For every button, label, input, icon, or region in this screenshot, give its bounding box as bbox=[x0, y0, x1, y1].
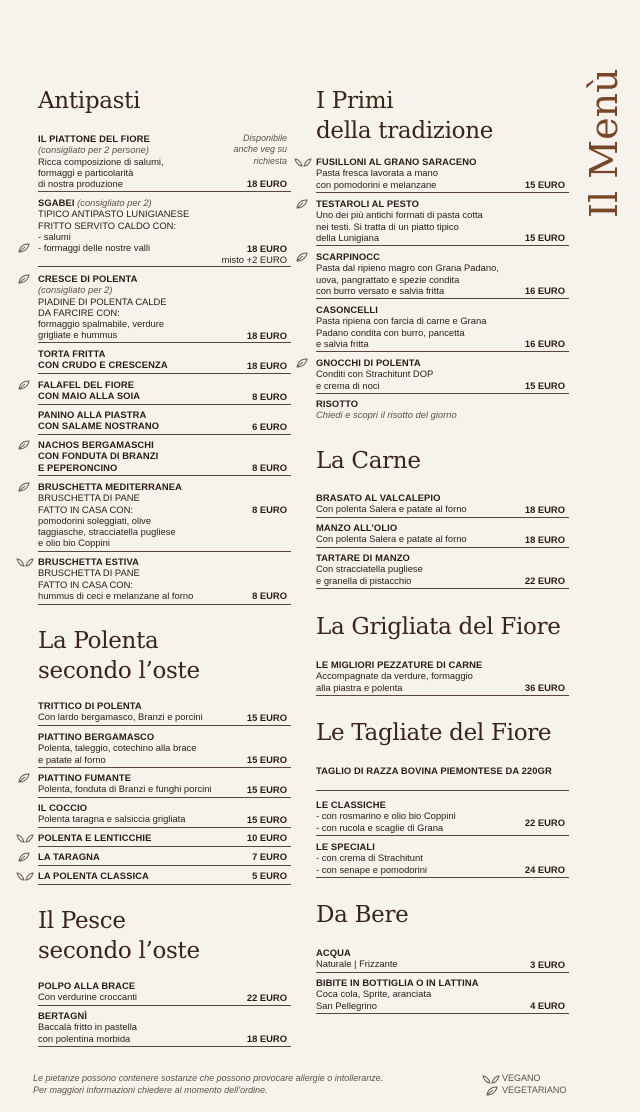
item-price: 36 EURO bbox=[524, 682, 565, 693]
item-name: SGABEI bbox=[38, 197, 75, 208]
menu-item-trittico bbox=[38, 700, 291, 726]
footer-line: Le pietanze possono contenere sostanze che possono provocare allergie o intolleranze. bbox=[33, 1073, 384, 1083]
item-desc: con polentina morbida bbox=[38, 1032, 131, 1044]
item-name: BERTAGNÌ bbox=[38, 1010, 88, 1021]
menu-item-acqua bbox=[316, 947, 569, 973]
menu-item-fusilloni bbox=[316, 156, 569, 193]
vegan-leaves-icon bbox=[16, 871, 32, 881]
item-desc: Con lardo bergamasco, Branzi e porcini bbox=[38, 711, 203, 723]
item-name: NACHOS BERGAMASCHI bbox=[38, 439, 154, 450]
item-price: 18 EURO bbox=[524, 504, 565, 515]
item-price: 8 EURO bbox=[252, 504, 287, 515]
item-desc: PIADINE DI POLENTA CALDE bbox=[38, 295, 167, 307]
menu-item-piattino-bergamasco bbox=[38, 731, 291, 768]
item-name: MANZO ALL’OLIO bbox=[316, 522, 398, 533]
item-name: CON CRUDO E CRESCENZA bbox=[38, 359, 168, 371]
item-name: IL COCCIO bbox=[38, 802, 88, 813]
menu-item-bruschetta-estiva bbox=[38, 556, 291, 605]
item-price: 18 EURO bbox=[246, 178, 287, 189]
legend-vegan-label: VEGANO bbox=[502, 1073, 541, 1083]
item-price: 16 EURO bbox=[524, 338, 565, 349]
item-desc: alla piastra e polenta bbox=[316, 681, 403, 693]
menu-item-polpo bbox=[38, 980, 291, 1006]
item-desc: - formaggi delle nostre valli bbox=[38, 242, 151, 254]
item-name: CRESCE DI POLENTA bbox=[38, 273, 138, 284]
item-desc: Con verdurine croccanti bbox=[38, 991, 138, 1003]
item-desc: della Lunigiana bbox=[316, 231, 380, 243]
item-name: PANINO ALLA PIASTRA bbox=[38, 409, 147, 420]
section-title-primi: I Primi della tradizione bbox=[316, 88, 494, 144]
item-desc: di nostra produzione bbox=[38, 178, 123, 190]
item-price: 15 EURO bbox=[524, 179, 565, 190]
item-desc: taggiasche, stracciatella pugliese bbox=[38, 526, 176, 538]
item-note: (consigliato per 2) bbox=[38, 284, 113, 296]
item-name: TARTARE DI MANZO bbox=[316, 552, 410, 563]
item-desc: Pasta fresca lavorata a mano bbox=[316, 167, 438, 179]
item-price: 18 EURO bbox=[246, 360, 287, 371]
item-name: BRUSCHETTA MEDITERRANEA bbox=[38, 481, 182, 492]
section-title-antipasti: Antipasti bbox=[38, 88, 141, 114]
allergy-footer bbox=[33, 1073, 383, 1096]
item-name: LE SPECIALI bbox=[316, 841, 375, 852]
item-price: 22 EURO bbox=[246, 992, 287, 1003]
menu-item-nachos bbox=[38, 439, 291, 476]
section-title-tagliate: Le Tagliate del Fiore bbox=[316, 720, 552, 746]
menu-item-risotto bbox=[316, 398, 569, 424]
item-desc: - con senape e pomodorini bbox=[316, 863, 428, 875]
item-name: PIATTINO BERGAMASCO bbox=[38, 731, 155, 742]
item-price: 18 EURO bbox=[524, 534, 565, 545]
item-desc: Pasta ripiena con farcia di carne e Grana bbox=[316, 315, 487, 327]
item-desc: Ricca composizione di salumi, bbox=[38, 155, 164, 167]
menu-item-tartare bbox=[316, 552, 569, 589]
menu-item-bruschetta-mediterranea bbox=[38, 481, 291, 552]
item-desc: hummus di ceci e melanzane al forno bbox=[38, 589, 194, 601]
menu-item-speciali bbox=[316, 841, 569, 878]
menu-item-piattone bbox=[38, 133, 291, 192]
veg-availability-note: Disponibile anche veg su richiesta bbox=[233, 133, 287, 166]
item-desc: Coca cola, Sprite, aranciata bbox=[316, 988, 432, 1000]
vegetarian-leaf-icon bbox=[296, 252, 312, 262]
item-desc: - salumi bbox=[38, 230, 71, 242]
item-price: 15 EURO bbox=[524, 232, 565, 243]
item-name: CON MAIO ALLA SOIA bbox=[38, 390, 141, 402]
item-name: TESTAROLI AL PESTO bbox=[316, 198, 420, 209]
vegetarian-leaf-icon bbox=[296, 199, 312, 209]
item-price: 8 EURO bbox=[252, 462, 287, 473]
section-title-pesce: Il Pesce secondo l’oste bbox=[38, 908, 200, 964]
menu-item-taragna bbox=[38, 851, 291, 866]
item-extra-price: misto +2 EURO bbox=[221, 254, 287, 265]
item-desc: con burro versato e salvia fritta bbox=[316, 284, 445, 296]
menu-item-classiche bbox=[316, 799, 569, 836]
item-price: 15 EURO bbox=[246, 814, 287, 825]
item-price: 22 EURO bbox=[524, 575, 565, 586]
item-price: 24 EURO bbox=[524, 864, 565, 875]
item-desc: TIPICO ANTIPASTO LUNIGIANESE bbox=[38, 208, 190, 220]
item-price: 15 EURO bbox=[246, 784, 287, 795]
item-name: LA POLENTA CLASSICA bbox=[38, 870, 149, 881]
item-desc: Con stracciatella pugliese bbox=[316, 563, 423, 575]
item-price: 15 EURO bbox=[246, 754, 287, 765]
menu-item-piattino-fumante bbox=[38, 772, 291, 798]
item-name: BRUSCHETTA ESTIVA bbox=[38, 556, 140, 567]
section-title-bere: Da Bere bbox=[316, 902, 409, 928]
item-price: 6 EURO bbox=[252, 421, 287, 432]
item-price: 18 EURO bbox=[246, 1033, 287, 1044]
section-title-polenta: La Polenta secondo l’oste bbox=[38, 628, 200, 684]
item-desc: - con crema di Strachitunt bbox=[316, 852, 423, 864]
menu-item-coccio bbox=[38, 802, 291, 828]
section-title-carne: La Carne bbox=[316, 448, 421, 474]
menu-item-pezzature bbox=[316, 659, 569, 696]
footer-line: Per maggiori informazioni chiedere al momento dell’ordine. bbox=[33, 1084, 268, 1095]
menu-item-cresce bbox=[38, 273, 291, 343]
menu-title: Il Menù bbox=[582, 68, 626, 218]
item-desc: FATTO IN CASA CON: bbox=[38, 503, 133, 515]
item-desc: Con polenta Salera e patate al forno bbox=[316, 503, 467, 515]
item-name: E PEPERONCINO bbox=[38, 461, 118, 473]
item-name: CASONCELLI bbox=[316, 304, 378, 315]
item-desc: - con rucola e scaglie di Grana bbox=[316, 821, 444, 833]
menu-item-testaroli bbox=[316, 198, 569, 246]
item-name: FUSILLONI AL GRANO SARACENO bbox=[316, 156, 477, 167]
item-desc: e crema di noci bbox=[316, 379, 380, 391]
section-title-grigliata: La Grigliata del Fiore bbox=[316, 614, 561, 640]
item-desc: Uno dei più antichi formati di pasta cotta bbox=[316, 209, 483, 221]
item-desc: e patate al forno bbox=[38, 753, 106, 765]
item-price: 10 EURO bbox=[246, 832, 287, 843]
menu-item-bertagni bbox=[38, 1010, 291, 1047]
item-price: 16 EURO bbox=[524, 285, 565, 296]
item-desc: Accompagnate da verdure, formaggio bbox=[316, 670, 473, 682]
vegetarian-leaf-icon bbox=[18, 243, 34, 253]
item-name: LA TARAGNA bbox=[38, 851, 100, 862]
item-desc: pomodorini soleggiati, olive bbox=[38, 514, 152, 526]
item-price: 7 EURO bbox=[252, 851, 287, 862]
item-name: BIBITE IN BOTTIGLIA O IN LATTINA bbox=[316, 977, 479, 988]
item-name: PIATTINO FUMANTE bbox=[38, 772, 132, 783]
menu-item-panino bbox=[38, 409, 291, 435]
tagliate-cut-description: TAGLIO DI RAZZA BOVINA PIEMONTESE DA 220GR bbox=[316, 765, 552, 776]
item-desc: DA FARCIRE CON: bbox=[38, 306, 120, 318]
item-desc: Con polenta Salera e patate al forno bbox=[316, 533, 467, 545]
item-name: IL PIATTONE DEL FIORE bbox=[38, 133, 150, 144]
item-desc: FATTO IN CASA CON: bbox=[38, 578, 133, 590]
item-note: (consigliato per 2) bbox=[77, 197, 152, 208]
vegan-leaves-icon bbox=[294, 157, 310, 167]
item-desc: Conditi con Strachitunt DOP bbox=[316, 368, 434, 380]
item-desc: Baccalà fritto in pastella bbox=[38, 1021, 138, 1033]
menu-item-manzo bbox=[316, 522, 569, 548]
item-desc: Polenta taragna e salsiccia grigliata bbox=[38, 813, 186, 825]
item-price: 18 EURO bbox=[246, 243, 287, 254]
item-desc: BRUSCHETTA DI PANE bbox=[38, 492, 140, 504]
item-price: 22 EURO bbox=[524, 817, 565, 828]
item-price: 15 EURO bbox=[246, 712, 287, 723]
menu-item-casoncelli bbox=[316, 304, 569, 352]
menu-item-polenta-lenticchie bbox=[38, 832, 291, 847]
item-name: LE CLASSICHE bbox=[316, 799, 386, 810]
vegan-leaves-icon bbox=[482, 1074, 498, 1084]
item-name: POLPO ALLA BRACE bbox=[38, 980, 136, 991]
item-name: TORTA FRITTA bbox=[38, 348, 106, 359]
item-desc: uova, pangrattato e spezie condita bbox=[316, 273, 460, 285]
item-price: 5 EURO bbox=[252, 870, 287, 881]
item-name: LE MIGLIORI PEZZATURE DI CARNE bbox=[316, 659, 483, 670]
vegetarian-leaf-icon bbox=[486, 1086, 502, 1096]
item-desc: BRUSCHETTA DI PANE bbox=[38, 567, 140, 579]
vegan-leaves-icon bbox=[16, 557, 32, 567]
item-desc: e salvia fritta bbox=[316, 337, 369, 349]
item-desc: Polenta, taleggio, cotechino alla brace bbox=[38, 742, 197, 754]
item-price: 8 EURO bbox=[252, 391, 287, 402]
diet-legend bbox=[482, 1073, 566, 1096]
item-desc: grigliate e hummus bbox=[38, 329, 118, 341]
vegetarian-leaf-icon bbox=[18, 482, 34, 492]
legend-vegetarian-label: VEGETARIANO bbox=[502, 1084, 567, 1095]
menu-item-gnocchi bbox=[316, 357, 569, 394]
item-desc: e olio bio Coppini bbox=[38, 537, 110, 549]
item-desc: Naturale | Frizzante bbox=[316, 958, 398, 970]
item-desc: nei testi. Si tratta di un piatto tipico bbox=[316, 220, 459, 232]
item-name: CON SALAME NOSTRANO bbox=[38, 420, 160, 432]
vegetarian-leaf-icon bbox=[18, 380, 34, 390]
vegetarian-leaf-icon bbox=[18, 773, 34, 783]
item-price: 15 EURO bbox=[524, 380, 565, 391]
vegetarian-leaf-icon bbox=[18, 440, 34, 450]
item-note: Chiedi e scopri il risotto del giorno bbox=[316, 409, 457, 421]
item-desc: e granella di pistacchio bbox=[316, 574, 412, 586]
item-price: 3 EURO bbox=[530, 959, 565, 970]
item-desc: FRITTO SERVITO CALDO CON: bbox=[38, 219, 177, 231]
item-desc: Padano condita con burro, pancetta bbox=[316, 326, 465, 338]
item-desc: con pomodorini e melanzane bbox=[316, 178, 437, 190]
vegan-leaves-icon bbox=[16, 833, 32, 843]
menu-item-polenta-classica bbox=[38, 870, 291, 885]
item-name: SCARPINOCC bbox=[316, 251, 381, 262]
item-name: ACQUA bbox=[316, 947, 351, 958]
menu-item-sgabei bbox=[38, 197, 291, 267]
item-desc: Pasta dal ripieno magro con Grana Padano, bbox=[316, 262, 499, 274]
menu-item-scarpinocc bbox=[316, 251, 569, 299]
item-desc: - con rosmarino e olio bio Coppini bbox=[316, 810, 456, 822]
vegetarian-leaf-icon bbox=[18, 852, 34, 862]
vegetarian-leaf-icon bbox=[18, 274, 34, 284]
item-desc: formaggi e particolarità bbox=[38, 166, 134, 178]
vegetarian-leaf-icon bbox=[296, 358, 312, 368]
menu-item-torta-fritta bbox=[38, 348, 291, 374]
item-name: TRITTICO DI POLENTA bbox=[38, 700, 142, 711]
menu-item-brasato bbox=[316, 492, 569, 518]
item-price: 18 EURO bbox=[246, 330, 287, 341]
item-name: POLENTA E LENTICCHIE bbox=[38, 832, 152, 843]
item-name: GNOCCHI DI POLENTA bbox=[316, 357, 421, 368]
tagliate-header bbox=[316, 765, 569, 791]
item-desc: San Pellegrino bbox=[316, 999, 377, 1011]
item-name: BRASATO AL VALCALEPIO bbox=[316, 492, 441, 503]
item-price: 4 EURO bbox=[530, 1000, 565, 1011]
item-name: FALAFEL DEL FIORE bbox=[38, 379, 135, 390]
item-name: RISOTTO bbox=[316, 398, 359, 409]
item-name: CON FONDUTA DI BRANZI bbox=[38, 450, 159, 462]
item-desc: Polenta, fonduta di Branzi e funghi porcini bbox=[38, 783, 212, 795]
menu-item-bibite bbox=[316, 977, 569, 1014]
item-price: 8 EURO bbox=[252, 590, 287, 601]
menu-item-falafel bbox=[38, 379, 291, 405]
item-note: (consigliato per 2 persone) bbox=[38, 144, 149, 156]
item-desc: formaggio spalmabile, verdure bbox=[38, 318, 165, 330]
